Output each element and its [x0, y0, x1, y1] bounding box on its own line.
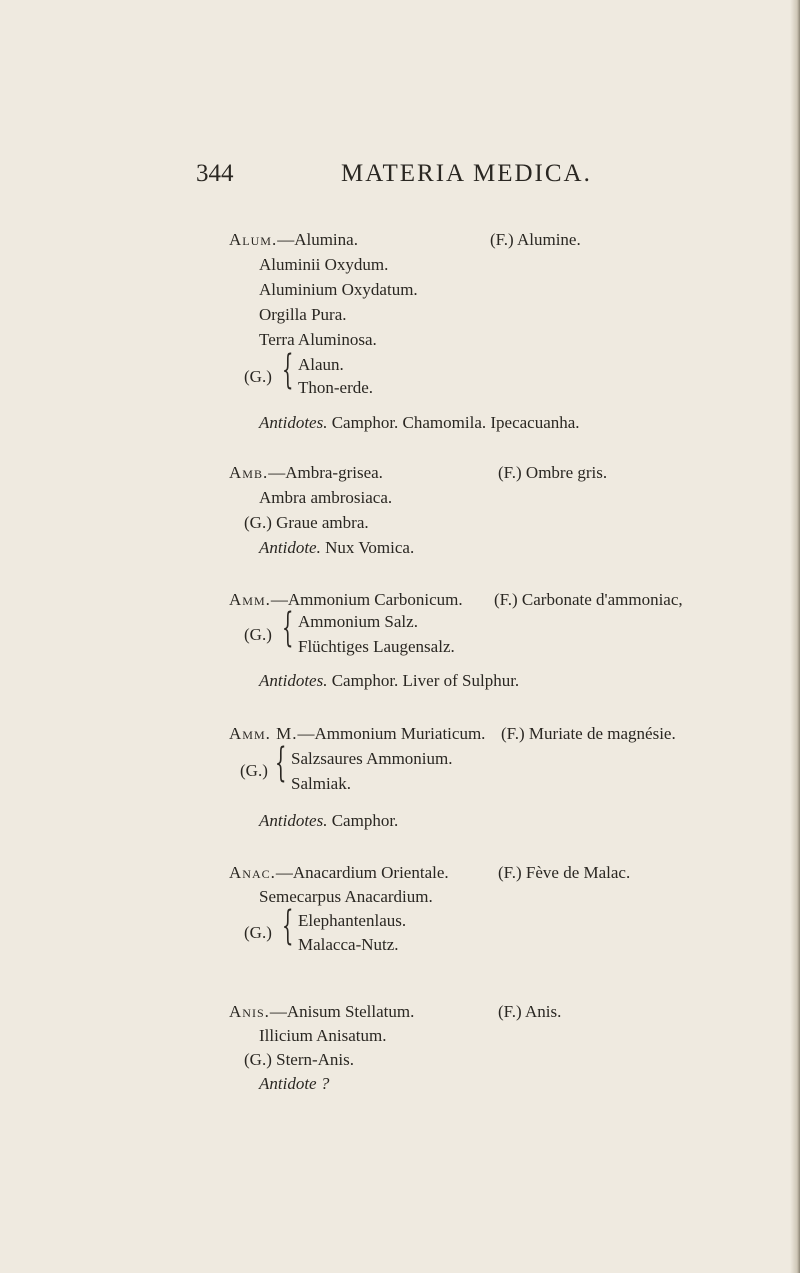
antidote-label: Antidote. — [259, 538, 321, 557]
entry-latin: —Ammonium Muriaticum. — [297, 724, 486, 743]
synonym: Illicium Anisatum. — [259, 1026, 387, 1045]
german-name: Ammonium Salz. — [298, 612, 418, 631]
german-name: Salzsaures Ammonium. — [291, 749, 453, 768]
antidote-list: Camphor. Chamomila. Ipecacuanha. — [331, 413, 580, 432]
german-name: Malacca-Nutz. — [298, 935, 399, 954]
antidote-label: Antidotes. — [259, 811, 328, 830]
german-label: (G.) — [244, 1050, 272, 1069]
synonym: Terra Aluminosa. — [259, 330, 377, 349]
brace-icon: { — [282, 347, 294, 393]
entry-latin: —Alumina. — [277, 230, 358, 249]
german-label: (G.) — [244, 625, 272, 644]
german-label: (G.) — [244, 923, 272, 942]
antidote-list: Camphor. Liver of Sulphur. — [331, 671, 520, 690]
german-name: Graue ambra. — [276, 513, 369, 532]
entry-latin: —Ambra-grisea. — [268, 463, 383, 482]
entry-french: (F.) Fève de Malac. — [498, 863, 631, 882]
entry-abbr: Amm. — [229, 590, 271, 609]
entry-french: (F.) Ombre gris. — [498, 463, 608, 482]
german-label: (G.) — [240, 761, 268, 780]
entry-abbr: Amm. M. — [229, 724, 298, 743]
entry-latin: —Ammonium Carbonicum. — [270, 590, 463, 609]
synonym: Aluminium Oxydatum. — [259, 280, 418, 299]
antidote-label: Antidotes. — [259, 671, 328, 690]
page-edge — [790, 0, 800, 1273]
antidote-label: Antidotes. — [259, 413, 328, 432]
german-name: Alaun. — [298, 355, 344, 374]
synonym: Aluminii Oxydum. — [259, 255, 389, 274]
entry-french: (F.) Alumine. — [490, 230, 581, 249]
entry-abbr: Anis. — [229, 1002, 270, 1021]
german-name: Flüchtiges Laugensalz. — [298, 637, 455, 656]
brace-icon: { — [282, 605, 294, 651]
german-label: (G.) — [244, 513, 272, 532]
page-title: MATERIA MEDICA. — [341, 160, 592, 187]
synonym: Semecarpus Anacardium. — [259, 887, 433, 906]
page-number: 344 — [196, 160, 234, 187]
synonym: Ambra ambrosiaca. — [259, 488, 393, 507]
entry-french: (F.) Muriate de magnésie. — [501, 724, 676, 743]
brace-icon: { — [282, 903, 294, 949]
entry-french: (F.) Anis. — [498, 1002, 562, 1021]
antidote-list: Camphor. — [331, 811, 399, 830]
brace-icon: { — [275, 740, 287, 786]
german-name: Stern-Anis. — [276, 1050, 355, 1069]
german-name: Thon-erde. — [298, 378, 374, 397]
entry-abbr: Anac. — [229, 863, 276, 882]
antidote-list: Nux Vomica. — [325, 538, 415, 557]
antidote-label: Antidote ? — [259, 1074, 330, 1093]
german-name: Elephantenlaus. — [298, 911, 407, 930]
entry-latin: —Anisum Stellatum. — [269, 1002, 415, 1021]
synonym: Orgilla Pura. — [259, 305, 347, 324]
german-name: Salmiak. — [291, 774, 351, 793]
german-label: (G.) — [244, 367, 272, 386]
entry-abbr: Alum. — [229, 230, 278, 249]
entry-abbr: Amb. — [229, 463, 269, 482]
entry-latin: —Anacardium Orientale. — [275, 863, 449, 882]
entry-french: (F.) Carbonate d'ammoniac, — [494, 590, 683, 609]
